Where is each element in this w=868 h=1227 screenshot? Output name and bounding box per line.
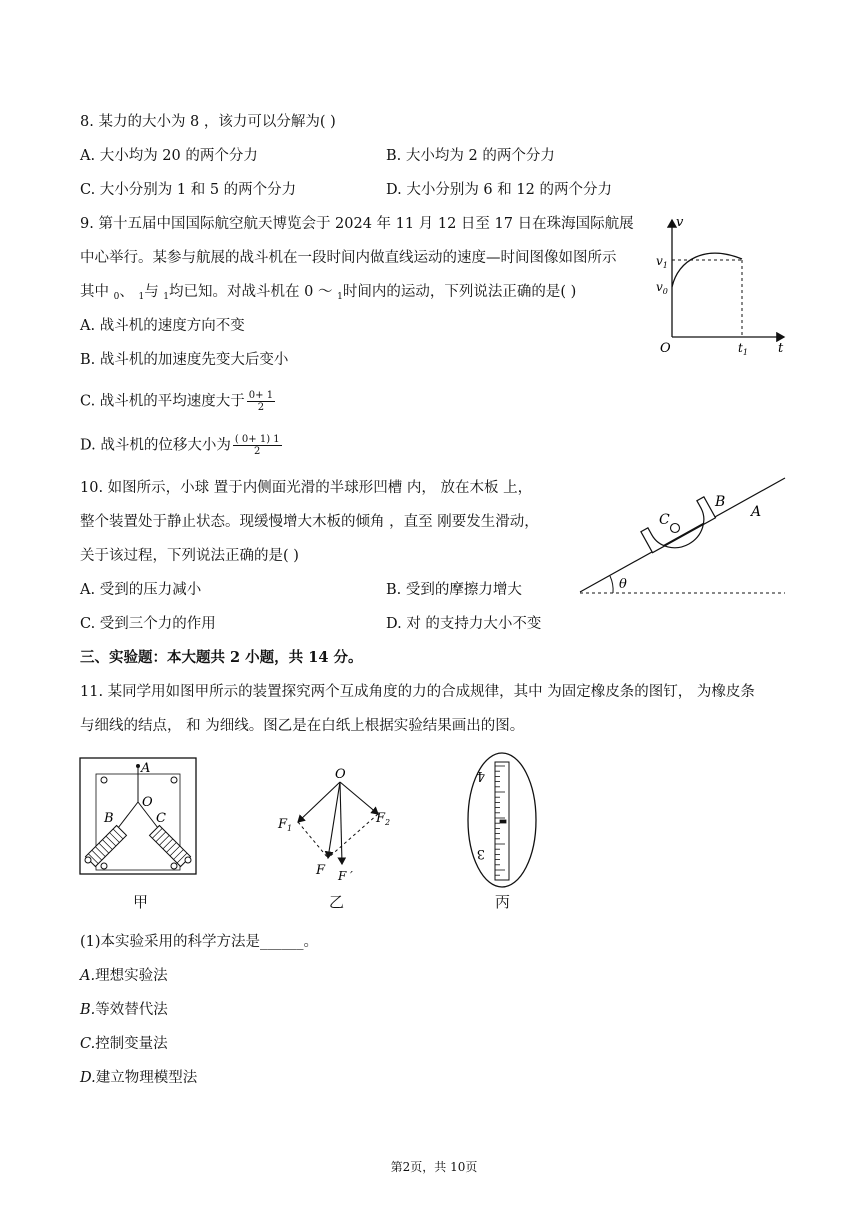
q9-line1: 9. 第十五届中国国际航空航天博览会于 2024 年 11 月 12 日至 17 日在珠海国际航展 [80, 216, 634, 232]
q11-option-a: A.理想实验法 [80, 968, 168, 984]
q10-line1: 10. 如图所示，小球 置于内侧面光滑的半球形凹槽 内， 放在木板 上， [80, 480, 533, 496]
q11-sub1: (1)本实验采用的科学方法是______。 [80, 934, 319, 950]
q10-line3: 关于该过程，下列说法正确的是( ) [80, 548, 299, 564]
q8-option-b: B. 大小均为 2 的两个分力 [386, 148, 555, 164]
figure-jia-caption: 甲 [133, 893, 149, 911]
jia-label-a: A [141, 761, 151, 776]
label-b: B [715, 494, 726, 510]
velocity-curve [672, 253, 742, 287]
q8-option-a: A. 大小均为 20 的两个分力 [80, 148, 258, 164]
figure-jia [78, 756, 200, 878]
q11-line1: 11. 某同学用如图甲所示的装置探究两个互成角度的力的合成规律，其中 为固定橡皮条的图钉， 为橡皮条 [80, 684, 755, 700]
q11-option-c: C.控制变量法 [80, 1036, 168, 1052]
label-theta: θ [619, 577, 627, 592]
ball-c [671, 524, 680, 533]
figure-yi [272, 762, 402, 884]
section-3-heading: 三、实验题：本大题共 2 小题，共 14 分。 [80, 649, 363, 666]
q9-line3: 其中 $_0$、 $_1$与 $_1$均已知。对战斗机在 0 ～ $_1$时间内的运动，下列说法正确的是( ) [80, 284, 577, 302]
q9-option-a: A. 战斗机的速度方向不变 [80, 318, 245, 334]
v-label: v [676, 215, 684, 230]
bing-label-3: 3 [476, 846, 485, 861]
groove-b [641, 497, 720, 562]
velocity-time-graph [650, 212, 790, 362]
jia-label-o: O [142, 795, 153, 810]
yi-label-f-prime: F ′ [338, 869, 353, 883]
q8-stem: 8. 某力的大小为 8 ，该力可以分解为( ) [80, 114, 336, 130]
q10-option-b: B. 受到的摩擦力增大 [386, 582, 522, 598]
v1-label: $v_1$ [656, 254, 668, 270]
t-label: t [778, 341, 784, 356]
jia-label-b: B [104, 811, 114, 826]
scale-pointer [500, 820, 506, 823]
label-c: C [659, 512, 670, 528]
figure-bing-caption: 丙 [495, 893, 511, 911]
q11-option-d: D.建立物理模型法 [80, 1070, 198, 1086]
label-a: A [751, 504, 762, 520]
q9-option-b: B. 战斗机的加速度先变大后变小 [80, 352, 289, 368]
q9-option-d: D. 战斗机的位移大小为 $\frac{( 0+ 1) 1}{2}$ [80, 434, 280, 457]
yi-label-f2: $F_2$ [376, 811, 391, 827]
q10-option-c: C. 受到三个力的作用 [80, 616, 216, 632]
q8-option-c: C. 大小分别为 1 和 5 的两个分力 [80, 182, 297, 198]
yi-label-f1: $F_1$ [278, 817, 293, 833]
q11-option-b: B.等效替代法 [80, 1002, 168, 1018]
yi-label-o: O [335, 767, 346, 782]
figure-bing [465, 750, 539, 890]
origin-label: O [660, 341, 671, 356]
board-a [580, 478, 785, 592]
yi-label-f: F [316, 863, 326, 878]
t1-label: $t_1$ [738, 341, 748, 357]
incline-figure [575, 470, 790, 600]
q9-c-fraction: $\frac{0+ 1}{2}$ [248, 390, 274, 413]
jia-label-c: C [156, 811, 166, 826]
q10-option-a: A. 受到的压力减小 [80, 582, 202, 598]
q10-option-d: D. 对 的支持力大小不变 [386, 616, 542, 632]
v0-label: $v_0$ [656, 280, 668, 296]
q9-line2: 中心举行。某参与航展的战斗机在一段时间内做直线运动的速度—时间图像如图所示 [80, 250, 617, 266]
q10-line2: 整个装置处于静止状态。现缓慢增大木板的倾角 ，直至 刚要发生滑动， [80, 514, 539, 530]
q9-d-fraction: $\frac{( 0+ 1) 1}{2}$ [234, 434, 280, 457]
q8-option-d: D. 大小分别为 6 和 12 的两个分力 [386, 182, 612, 198]
figure-yi-caption: 乙 [329, 893, 345, 911]
q11-line2: 与细线的结点， 和 为细线。图乙是在白纸上根据实验结果画出的图。 [80, 718, 525, 734]
page-footer: 第2页，共 10页 [390, 1160, 478, 1174]
bing-label-4: 4 [476, 768, 485, 783]
q9-option-c: C. 战斗机的平均速度大于 $\frac{0+ 1}{2}$ [80, 390, 274, 413]
theta-arc [610, 576, 613, 593]
